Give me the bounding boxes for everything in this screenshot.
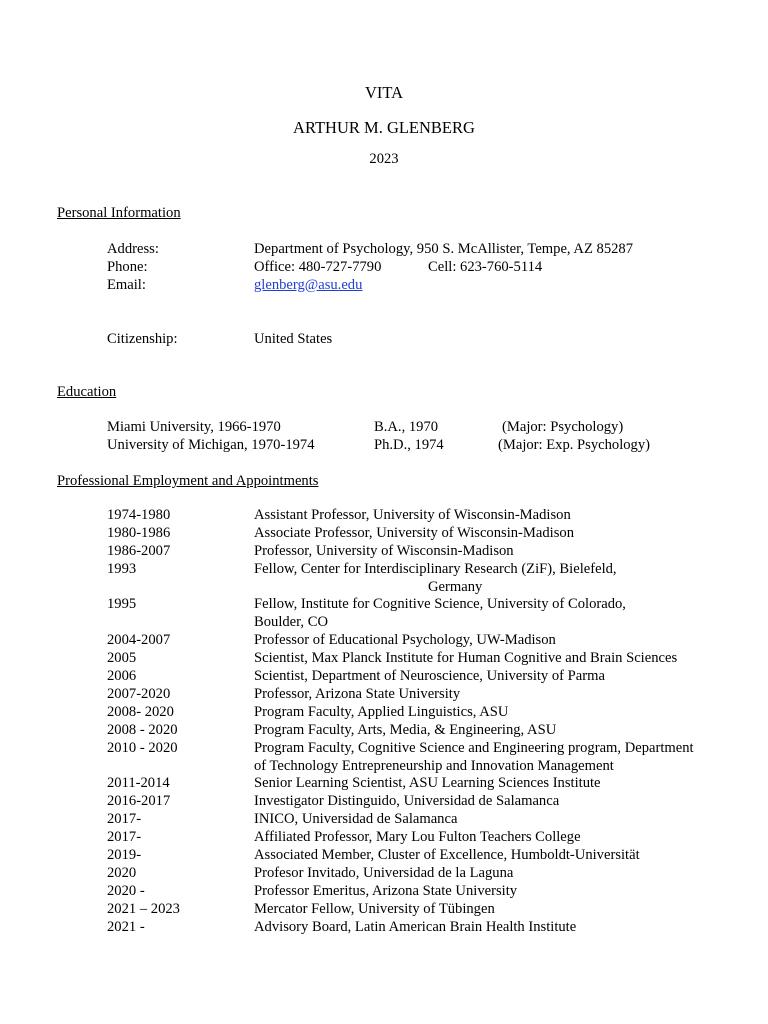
table-row [0, 811, 768, 829]
employment-years: 2011-2014 [107, 775, 170, 792]
employment-desc-cont: Boulder, CO [254, 614, 329, 631]
table-row [0, 686, 768, 704]
table-row [0, 740, 768, 776]
employment-desc: Associated Member, Cluster of Excellence, Humboldt-Universität [254, 846, 640, 863]
employment-desc: INICO, Universidad de Salamanca [254, 811, 458, 828]
phone-cell: Cell: 623-760-5114 [428, 259, 543, 275]
employment-desc-block [254, 561, 724, 597]
phone-office: Office: 480-727-7790 [254, 259, 382, 275]
employment-desc: Fellow, Institute for Cognitive Science, University of Colorado, [254, 596, 626, 613]
table-row [0, 883, 768, 901]
employment-years: 2010 - 2020 [107, 739, 178, 756]
table-row [0, 775, 768, 793]
personal-heading: Personal Information [57, 205, 181, 221]
employment-desc: Assistant Professor, University of Wisconsin-Madison [254, 507, 571, 523]
employment-years: 2017- [107, 811, 142, 828]
employment-desc: Scientist, Max Planck Institute for Human Cognitive and Brain Sciences [254, 650, 678, 667]
table-row [0, 507, 768, 525]
table-row [0, 901, 768, 919]
doc-title: VITA [364, 83, 404, 102]
education-major: (Major: Psychology) [502, 419, 624, 435]
employment-desc: Affiliated Professor, Mary Lou Fulton Teachers College [254, 829, 581, 846]
employment-years: 2020 [107, 864, 137, 881]
address-value: Department of Psychology, 950 S. McAllister, Tempe, AZ 85287 [254, 241, 634, 257]
employment-desc: Scientist, Department of Neuroscience, University of Parma [254, 668, 605, 685]
education-school: University of Michigan, 1970-1974 [107, 437, 315, 453]
phone-label: Phone: [107, 259, 148, 275]
education-degree: Ph.D., 1974 [374, 437, 444, 453]
employment-desc: Program Faculty, Cognitive Science and Engineering program, Department [254, 739, 694, 756]
citizenship-label: Citizenship: [107, 331, 178, 347]
table-row [0, 596, 768, 632]
employment-desc: Investigator Distinguido, Universidad de Salamanca [254, 793, 560, 810]
employment-years: 2017- [107, 829, 142, 846]
employment-years: 2016-2017 [107, 793, 171, 810]
table-row [0, 847, 768, 865]
employment-desc: Professor, Arizona State University [254, 685, 461, 702]
employment-years: 2021 – 2023 [107, 900, 180, 917]
employment-desc-block [254, 740, 724, 776]
table-row [0, 668, 768, 686]
table-row [0, 722, 768, 740]
employment-years: 2008- 2020 [107, 703, 174, 720]
employment-years: 2007-2020 [107, 685, 171, 702]
employment-heading: Professional Employment and Appointments [57, 473, 319, 489]
person-name: ARTHUR M. GLENBERG [293, 118, 475, 137]
education-degree: B.A., 1970 [374, 419, 439, 435]
employment-years: 1995 [107, 596, 137, 613]
employment-desc: Profesor Invitado, Universidad de la Laguna [254, 864, 514, 881]
employment-desc: Mercator Fellow, University of Tübingen [254, 900, 495, 917]
employment-years: 2021 - [107, 918, 145, 935]
employment-desc-block [254, 596, 724, 632]
employment-years: 2019- [107, 846, 142, 863]
employment-desc: Program Faculty, Arts, Media, & Engineering, ASU [254, 721, 557, 738]
employment-desc: Fellow, Center for Interdisciplinary Research (ZiF), Bielefeld, [254, 560, 617, 577]
employment-years: 2005 [107, 650, 137, 667]
employment-years: 2020 - [107, 882, 145, 899]
table-row [0, 561, 768, 597]
employment-years: 1986-2007 [107, 542, 171, 559]
employment-desc: Professor Emeritus, Arizona State University [254, 882, 518, 899]
employment-list [0, 507, 768, 936]
table-row [0, 793, 768, 811]
email-link[interactable]: glenberg@asu.edu [254, 277, 363, 293]
employment-desc: Professor of Educational Psychology, UW-Madison [254, 632, 556, 649]
employment-years: 2008 - 2020 [107, 721, 178, 738]
employment-years: 1993 [107, 560, 137, 577]
table-row [0, 704, 768, 722]
doc-year: 2023 [369, 151, 399, 167]
table-row [0, 525, 768, 543]
email-label: Email: [107, 277, 146, 293]
citizenship-value: United States [254, 331, 333, 347]
employment-desc-cont: of Technology Entrepreneurship and Innovation Management [254, 757, 614, 774]
education-heading: Education [57, 384, 117, 400]
employment-desc-cont: Germany [428, 578, 483, 595]
table-row [0, 543, 768, 561]
table-row [0, 650, 768, 668]
employment-years: 1974-1980 [107, 507, 171, 523]
education-major: (Major: Exp. Psychology) [498, 437, 651, 453]
address-label: Address: [107, 241, 159, 257]
education-school: Miami University, 1966-1970 [107, 419, 281, 435]
table-row [0, 865, 768, 883]
employment-years: 2006 [107, 668, 137, 685]
employment-desc: Advisory Board, Latin American Brain Health Institute [254, 918, 577, 935]
employment-desc: Professor, University of Wisconsin-Madison [254, 542, 514, 559]
employment-years: 2004-2007 [107, 632, 171, 649]
employment-desc: Senior Learning Scientist, ASU Learning Sciences Institute [254, 775, 601, 792]
table-row [0, 919, 768, 937]
table-row [0, 829, 768, 847]
employment-desc: Associate Professor, University of Wisconsin-Madison [254, 524, 574, 541]
employment-years: 1980-1986 [107, 524, 171, 541]
employment-desc: Program Faculty, Applied Linguistics, ASU [254, 703, 509, 720]
table-row [0, 632, 768, 650]
